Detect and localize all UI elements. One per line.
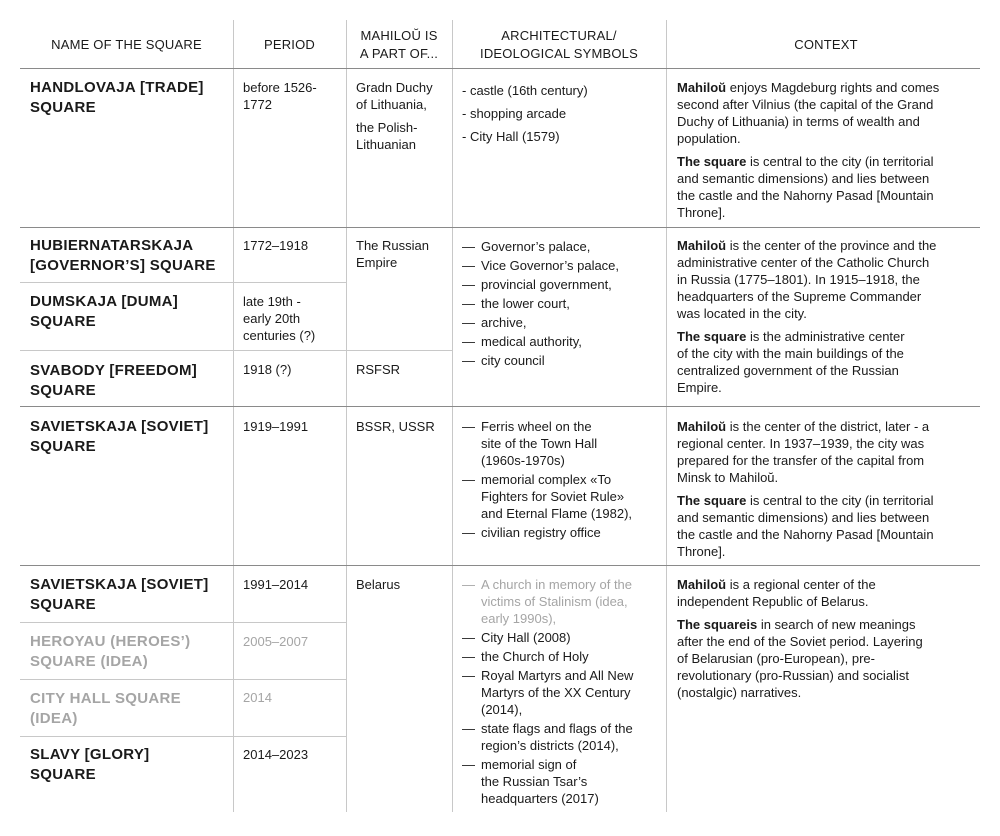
square-name-line: SQUARE (30, 596, 96, 613)
symbol-text: Governor’s palace, (481, 239, 591, 254)
symbol-text: early 1990s), (481, 611, 557, 626)
context-line: revolutionary (pro-Russian) and socialist (677, 668, 909, 683)
symbol-text: the Church of Holy (481, 649, 589, 664)
square-name (30, 292, 230, 332)
square-name-line: SAVIETSKAJA [SOVIET] (30, 418, 209, 435)
header-symbols-line: ARCHITECTURAL/ (501, 28, 617, 43)
context-line: headquarters of the Supreme Commander (677, 289, 922, 304)
symbol-text: site of the Town Hall (481, 436, 598, 451)
symbol-text: Royal Martyrs and All New (481, 668, 634, 683)
header-name: NAME OF THE SQUARE (51, 37, 202, 52)
context-line: is central to the city (in territorial (746, 154, 934, 169)
context-line: was located in the city. (677, 306, 807, 321)
dash: — (462, 649, 475, 664)
dash: — (462, 757, 475, 772)
period (243, 293, 333, 344)
column-divider (346, 20, 347, 812)
dash: — (462, 258, 475, 273)
symbol-text: the Russian Tsar’s (481, 774, 588, 789)
context-line: the castle and the Nahorny Pasad [Mountain (677, 527, 934, 542)
header-part-line: A PART OF... (359, 46, 439, 61)
context-line: of the city with the main buildings of the (677, 346, 904, 361)
context-line: and semantic dimensions) and lies between (677, 171, 930, 186)
period-line: before 1526- (243, 80, 317, 95)
header-rule (20, 68, 980, 69)
symbol-item: - City Hall (1579) (462, 129, 560, 144)
context-line: Duchy of Lithuania) in terms of wealth and (677, 114, 920, 129)
symbol-text: provincial government, (481, 277, 612, 292)
context-line: after the end of the Soviet period. Layering (677, 634, 923, 649)
context-line: population. (677, 131, 741, 146)
symbol-text: A church in memory of the (481, 577, 633, 592)
header-period: PERIOD (263, 37, 316, 52)
context-line: Throne]. (677, 205, 726, 220)
symbol-item (462, 351, 662, 370)
symbol-item (462, 648, 662, 665)
context-line: (nostalgic) narratives. (677, 685, 802, 700)
dash: — (462, 577, 475, 592)
row-rule (20, 227, 980, 228)
part-of (356, 79, 451, 153)
subrow-rule (20, 622, 346, 623)
dash: — (462, 630, 475, 645)
symbols-list (462, 418, 662, 541)
dash: — (462, 315, 475, 330)
period: 2005–2007 (243, 634, 309, 649)
context-paragraph (677, 576, 977, 610)
symbol-text: Vice Governor’s palace, (481, 258, 620, 273)
symbols-list (462, 79, 662, 148)
symbol-item (462, 667, 662, 718)
column-divider (233, 20, 234, 812)
symbol-text: Martyrs of the XX Century (481, 685, 631, 700)
context-line: in search of new meanings (757, 617, 916, 632)
period: 1919–1991 (243, 419, 309, 434)
header-symbols (452, 27, 666, 63)
context-bold: The square (677, 329, 747, 344)
symbol-item (462, 524, 662, 541)
square-name-line: SAVIETSKAJA [SOVIET] (30, 576, 209, 593)
symbol-text: the lower court, (481, 296, 570, 311)
dash: — (462, 296, 475, 311)
symbol-text: region’s districts (2014), (481, 738, 619, 753)
symbol-item: - castle (16th century) (462, 83, 588, 98)
context-line: Empire. (677, 380, 722, 395)
period: 2014 (243, 690, 272, 705)
symbol-text: and Eternal Flame (1982), (481, 506, 633, 521)
symbol-item: - shopping arcade (462, 106, 567, 121)
context-line: and semantic dimensions) and lies between (677, 510, 930, 525)
period: 2014–2023 (243, 747, 309, 762)
square-name-line: SQUARE (30, 313, 96, 330)
symbol-item (462, 756, 662, 807)
context-text (677, 237, 977, 402)
period: 1991–2014 (243, 577, 309, 592)
context-line: prepared for the transfer of the capital from (677, 453, 925, 468)
symbol-item (462, 471, 662, 522)
subrow-rule (20, 350, 452, 351)
square-name (30, 632, 230, 672)
period-line: late 19th - (243, 294, 301, 309)
square-name (30, 78, 230, 118)
context-text (677, 418, 977, 566)
symbol-item (462, 313, 662, 332)
context-bold: The square (677, 493, 747, 508)
symbol-item (462, 418, 662, 469)
context-line: is the center of the province and the (726, 238, 937, 253)
symbol-item (462, 237, 662, 256)
context-paragraph (677, 492, 977, 560)
square-name-line: DUMSKAJA [DUMA] (30, 293, 179, 310)
period-line: 1772 (243, 97, 272, 112)
context-line: second after Vilnius (the capital of the Grand (677, 97, 934, 112)
column-divider (452, 20, 453, 812)
context-line: enjoys Magdeburg rights and comes (726, 80, 940, 95)
symbol-item (462, 275, 662, 294)
dash: — (462, 277, 475, 292)
period-line: centuries (?) (243, 328, 316, 343)
symbols-list (462, 237, 662, 370)
symbol-text: City Hall (2008) (481, 630, 571, 645)
header-part-line: MAHILOŬ IS (360, 28, 438, 43)
square-name (30, 689, 230, 729)
context-line: of Belarusian (pro-European), pre- (677, 651, 875, 666)
square-name-line: HANDLOVAJA [TRADE] (30, 79, 204, 96)
part-of: Belarus (356, 577, 401, 592)
dash: — (462, 472, 475, 487)
context-line: is a regional center of the (726, 577, 876, 592)
context-paragraph (677, 616, 977, 701)
dash: — (462, 419, 475, 434)
context-paragraph (677, 79, 977, 147)
subrow-rule (20, 736, 346, 737)
dash: — (462, 239, 475, 254)
context-line: is central to the city (in territorial (746, 493, 934, 508)
symbol-item (462, 294, 662, 313)
period (243, 79, 333, 113)
square-name-line: SQUARE (30, 438, 96, 455)
context-line: administrative center of the Catholic Church (677, 255, 930, 270)
dash: — (462, 721, 475, 736)
context-line: regional center. In 1937–1939, the city was (677, 436, 925, 451)
symbol-item (462, 576, 662, 627)
context-line: is the center of the district, later - a (726, 419, 930, 434)
context-paragraph (677, 237, 977, 322)
square-name-line: (IDEA) (30, 710, 78, 727)
square-name-line: SQUARE (30, 99, 96, 116)
header-symbols-line: IDEOLOGICAL SYMBOLS (480, 46, 638, 61)
part-of: RSFSR (356, 362, 401, 377)
symbol-text: victims of Stalinism (idea, (481, 594, 628, 609)
subrow-rule (20, 282, 346, 283)
square-name-line: CITY HALL SQUARE (30, 690, 181, 707)
square-name-line: SQUARE (IDEA) (30, 653, 149, 670)
context-paragraph (677, 418, 977, 486)
context-line: centralized government of the Russian (677, 363, 899, 378)
context-bold: The square (677, 154, 747, 169)
context-bold: Mahiloŭ (677, 80, 727, 95)
part-of-line: the Polish- (356, 120, 418, 135)
dash: — (462, 353, 475, 368)
context-paragraph (677, 153, 977, 221)
symbol-text: state flags and flags of the (481, 721, 633, 736)
square-name-line: HEROYAU (HEROES’) (30, 633, 191, 650)
context-text (677, 576, 977, 707)
square-name (30, 236, 230, 276)
part-of-line: of Lithuania, (356, 97, 427, 112)
context-bold: The squareis (677, 617, 758, 632)
subrow-rule (20, 679, 346, 680)
symbol-text: (1960s-1970s) (481, 453, 565, 468)
symbol-item (462, 629, 662, 646)
context-line: is the administrative center (746, 329, 905, 344)
column-divider (666, 20, 667, 812)
period-line: early 20th (243, 311, 301, 326)
symbol-item (462, 720, 662, 754)
symbol-text: memorial complex «To (481, 472, 612, 487)
square-name (30, 417, 230, 457)
dash: — (462, 334, 475, 349)
context-bold: Mahiloŭ (677, 419, 727, 434)
dash: — (462, 668, 475, 683)
symbol-text: Ferris wheel on the (481, 419, 592, 434)
square-name-line: HUBIERNATARSKAJA (30, 237, 194, 254)
symbol-text: headquarters (2017) (481, 791, 599, 806)
square-name-line: SQUARE (30, 766, 96, 783)
dash: — (462, 525, 475, 540)
context-line: Throne]. (677, 544, 726, 559)
symbol-text: memorial sign of (481, 757, 577, 772)
symbol-text: archive, (481, 315, 527, 330)
symbol-item (462, 332, 662, 351)
context-line: Minsk to Mahiloŭ. (677, 470, 779, 485)
context-bold: Mahiloŭ (677, 577, 727, 592)
square-name-line: SLAVY [GLORY] (30, 746, 150, 763)
symbol-text: (2014), (481, 702, 523, 717)
header-part-of (346, 27, 452, 63)
period: 1918 (?) (243, 362, 292, 377)
context-line: the castle and the Nahorny Pasad [Mountain (677, 188, 934, 203)
symbol-text: medical authority, (481, 334, 582, 349)
part-of-line: Empire (356, 255, 398, 270)
square-name-line: [GOVERNOR’S] SQUARE (30, 257, 216, 274)
period: 1772–1918 (243, 238, 309, 253)
row-rule (20, 406, 980, 407)
context-text (677, 79, 977, 227)
part-of (356, 237, 451, 271)
symbols-list (462, 576, 662, 807)
symbol-text: Fighters for Soviet Rule» (481, 489, 625, 504)
symbol-item (462, 256, 662, 275)
symbol-text: city council (481, 353, 545, 368)
part-of: BSSR, USSR (356, 419, 435, 434)
square-name-line: SVABODY [FREEDOM] (30, 362, 198, 379)
square-name-line: SQUARE (30, 382, 96, 399)
part-of-line: Gradn Duchy (356, 80, 433, 95)
context-line: in Russia (1775–1801). In 1915–1918, the (677, 272, 920, 287)
header-context: CONTEXT (794, 37, 858, 52)
square-name (30, 361, 230, 401)
context-paragraph (677, 328, 977, 396)
square-name (30, 745, 230, 785)
context-bold: Mahiloŭ (677, 238, 727, 253)
part-of-line: Lithuanian (356, 137, 416, 152)
context-line: independent Republic of Belarus. (677, 594, 869, 609)
part-of-line: The Russian (356, 238, 429, 253)
square-name (30, 575, 230, 615)
symbol-text: civilian registry office (481, 525, 601, 540)
